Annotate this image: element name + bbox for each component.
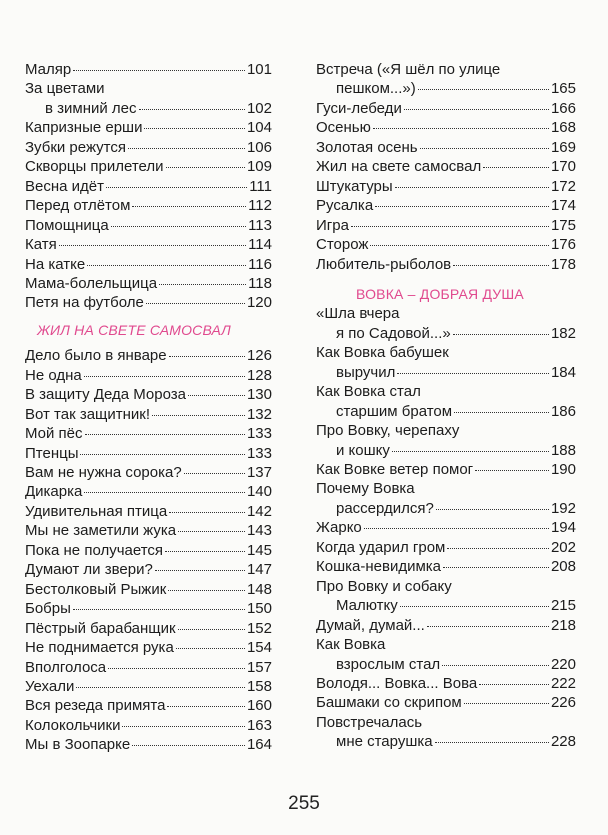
entry-page-number: 190 bbox=[550, 461, 576, 478]
dot-leader bbox=[132, 745, 245, 746]
toc-entry bbox=[316, 235, 576, 254]
entry-title: Пёстрый барабанщик bbox=[25, 619, 176, 637]
dot-leader bbox=[483, 167, 549, 168]
entry-title-line: Про Вовку, черепаху bbox=[316, 422, 460, 440]
entry-title: Капризные ерши bbox=[25, 119, 143, 137]
toc-entry bbox=[316, 99, 576, 118]
entry-page-number: 145 bbox=[246, 541, 272, 559]
entry-page-number: 101 bbox=[246, 61, 272, 78]
dot-leader bbox=[435, 742, 549, 743]
dot-leader bbox=[392, 451, 549, 452]
toc-entry bbox=[316, 363, 576, 382]
toc-entry bbox=[25, 118, 272, 137]
entry-title: и кошку bbox=[336, 441, 390, 459]
entry-page-number: 140 bbox=[246, 483, 272, 501]
entry-page-number: 118 bbox=[248, 274, 272, 292]
entry-page-number: 111 bbox=[249, 177, 272, 195]
entry-page-number: 148 bbox=[246, 580, 272, 598]
dot-leader bbox=[395, 187, 549, 188]
dot-leader bbox=[364, 528, 549, 529]
toc-entry bbox=[25, 716, 272, 735]
entry-title: Мама-болельщица bbox=[25, 274, 158, 292]
entry-page-number: 106 bbox=[246, 138, 272, 156]
entry-page-number: 114 bbox=[248, 236, 272, 254]
dot-leader bbox=[85, 434, 245, 435]
entry-page-number: 222 bbox=[550, 674, 576, 692]
entry-title: Птенцы bbox=[25, 444, 79, 462]
entry-title-line: Про Вовку и собаку bbox=[316, 577, 452, 595]
toc-entry bbox=[316, 732, 576, 751]
entry-title: Колокольчики bbox=[25, 716, 121, 734]
toc-entry bbox=[25, 99, 272, 118]
entry-page-number: 104 bbox=[246, 119, 272, 137]
dot-leader bbox=[73, 70, 245, 71]
entry-title: Помощница bbox=[25, 216, 109, 234]
toc-entry bbox=[316, 499, 576, 518]
dot-leader bbox=[87, 265, 246, 266]
entry-page-number: 157 bbox=[246, 658, 272, 676]
dot-leader bbox=[420, 148, 549, 149]
toc-entry bbox=[25, 580, 272, 599]
toc-entry bbox=[316, 616, 576, 635]
dot-leader bbox=[169, 512, 245, 513]
entry-title: Осенью bbox=[316, 119, 371, 137]
dot-leader bbox=[418, 89, 549, 90]
entry-title: Мой пёс bbox=[25, 425, 83, 443]
dot-leader bbox=[188, 395, 245, 396]
entry-title: Игра bbox=[316, 216, 349, 234]
entry-title: Дикарка bbox=[25, 483, 83, 501]
toc-entry bbox=[25, 177, 272, 196]
dot-leader bbox=[427, 626, 549, 627]
entry-page-number: 192 bbox=[550, 499, 576, 517]
entry-title: Золотая осень bbox=[316, 138, 418, 156]
toc-entry bbox=[25, 541, 272, 560]
dot-leader bbox=[84, 376, 245, 377]
entry-title: Сторож bbox=[316, 236, 369, 254]
entry-title: Штукатуры bbox=[316, 177, 393, 195]
dot-leader bbox=[146, 303, 245, 304]
toc-entry bbox=[25, 405, 272, 424]
toc-entry bbox=[316, 655, 576, 674]
entry-page-number: 102 bbox=[246, 99, 272, 117]
entry-page-number: 152 bbox=[246, 619, 272, 637]
toc-entry bbox=[316, 674, 576, 693]
section-heading: ВОВКА – ДОБРАЯ ДУША bbox=[356, 285, 524, 302]
dot-leader bbox=[122, 726, 245, 727]
entry-page-number: 116 bbox=[248, 255, 272, 273]
dot-leader bbox=[447, 548, 549, 549]
entry-title: Удивительная птица bbox=[25, 502, 168, 520]
dot-leader bbox=[59, 245, 246, 246]
entry-page-number: 186 bbox=[550, 402, 576, 420]
dot-leader bbox=[375, 206, 549, 207]
toc-entry bbox=[25, 60, 272, 79]
entry-title: Малютку bbox=[336, 597, 398, 615]
entry-page-number: 208 bbox=[550, 558, 576, 576]
entry-page-number: 172 bbox=[550, 177, 576, 195]
entry-title: Вполголоса bbox=[25, 658, 107, 676]
entry-title: Володя... Вовка... Вова bbox=[316, 674, 478, 692]
dot-leader bbox=[184, 473, 245, 474]
toc-entry bbox=[25, 385, 272, 404]
entry-page-number: 130 bbox=[246, 386, 272, 404]
entry-page-number: 166 bbox=[550, 99, 576, 117]
toc-entry bbox=[25, 560, 272, 579]
entry-page-number: 133 bbox=[246, 444, 272, 462]
entry-page-number: 142 bbox=[246, 502, 272, 520]
entry-title: Русалка bbox=[316, 197, 374, 215]
entry-title: Мы не заметили жука bbox=[25, 522, 177, 540]
entry-page-number: 165 bbox=[550, 80, 576, 98]
dot-leader bbox=[111, 226, 246, 227]
entry-title: Дело было в январе bbox=[25, 347, 167, 365]
toc-entry bbox=[316, 693, 576, 712]
entry-title: в зимний лес bbox=[45, 99, 137, 117]
entry-title: пешком...») bbox=[336, 80, 416, 98]
toc-entry bbox=[316, 255, 576, 274]
entry-page-number: 194 bbox=[550, 519, 576, 537]
entry-page-number: 109 bbox=[246, 158, 272, 176]
toc-entry bbox=[25, 444, 272, 463]
toc-entry bbox=[25, 677, 272, 696]
dot-leader bbox=[400, 606, 549, 607]
section-heading: ЖИЛ НА СВЕТЕ САМОСВАЛ bbox=[37, 321, 231, 338]
dot-leader bbox=[152, 415, 245, 416]
entry-title: взрослым стал bbox=[336, 655, 441, 673]
entry-title: старшим братом bbox=[336, 402, 453, 420]
entry-page-number: 228 bbox=[550, 733, 576, 751]
dot-leader bbox=[165, 551, 245, 552]
entry-title: Не поднимается рука bbox=[25, 639, 174, 657]
entry-title: Мы в Зоопарке bbox=[25, 736, 131, 754]
dot-leader bbox=[84, 492, 245, 493]
entry-page-number: 182 bbox=[550, 324, 576, 342]
dot-leader bbox=[166, 167, 245, 168]
entry-page-number: 132 bbox=[246, 405, 272, 423]
entry-title: Не одна bbox=[25, 366, 82, 384]
dot-leader bbox=[108, 668, 245, 669]
dot-leader bbox=[73, 609, 245, 610]
dot-leader bbox=[76, 687, 245, 688]
entry-page-number: 120 bbox=[246, 294, 272, 312]
entry-page-number: 220 bbox=[550, 655, 576, 673]
entry-title-line: Как Вовка стал bbox=[316, 383, 421, 401]
entry-title: Любитель-рыболов bbox=[316, 255, 452, 273]
toc-entry bbox=[316, 216, 576, 235]
entry-title: я по Садовой...» bbox=[336, 324, 451, 342]
dot-leader bbox=[373, 128, 549, 129]
toc-entry bbox=[316, 557, 576, 576]
dot-leader bbox=[167, 706, 245, 707]
dot-leader bbox=[128, 148, 245, 149]
toc-entry bbox=[25, 521, 272, 540]
entry-title: Башмаки со скрипом bbox=[316, 694, 462, 712]
dot-leader bbox=[453, 265, 549, 266]
entry-page-number: 164 bbox=[246, 736, 272, 754]
toc-entry bbox=[316, 596, 576, 615]
entry-title: Бестолковый Рыжик bbox=[25, 580, 167, 598]
toc-entry bbox=[316, 538, 576, 557]
dot-leader bbox=[178, 629, 245, 630]
entry-title: мне старушка bbox=[336, 733, 433, 751]
dot-leader bbox=[404, 109, 549, 110]
entry-title-line: Как Вовка bbox=[316, 636, 386, 654]
entry-title: Вам не нужна сорока? bbox=[25, 464, 182, 481]
toc-entry bbox=[25, 482, 272, 501]
toc-entry bbox=[25, 463, 272, 482]
entry-page-number: 176 bbox=[550, 236, 576, 254]
dot-leader bbox=[436, 509, 549, 510]
toc-entry bbox=[25, 599, 272, 618]
entry-page-number: 163 bbox=[246, 716, 272, 734]
dot-leader bbox=[132, 206, 246, 207]
entry-page-number: 202 bbox=[550, 538, 576, 556]
entry-page-number: 178 bbox=[550, 255, 576, 273]
entry-title: Когда ударил гром bbox=[316, 538, 446, 556]
entry-page-number: 126 bbox=[246, 347, 272, 365]
entry-title: Уехали bbox=[25, 677, 75, 695]
entry-page-number: 169 bbox=[550, 138, 576, 156]
toc-entry bbox=[316, 138, 576, 157]
entry-page-number: 147 bbox=[246, 561, 272, 579]
entry-title: Жарко bbox=[316, 519, 362, 537]
entry-title-line: Повстречалась bbox=[316, 713, 423, 731]
entry-page-number: 150 bbox=[246, 600, 272, 618]
entry-title-line: За цветами bbox=[25, 80, 105, 98]
entry-page-number: 174 bbox=[550, 197, 576, 215]
dot-leader bbox=[155, 570, 245, 571]
dot-leader bbox=[475, 470, 549, 471]
entry-title: Скворцы прилетели bbox=[25, 158, 164, 176]
toc-entry bbox=[316, 118, 576, 137]
entry-title: рассердился? bbox=[336, 499, 434, 517]
entry-page-number: 218 bbox=[550, 616, 576, 634]
entry-page-number: 154 bbox=[246, 639, 272, 657]
toc-entry bbox=[316, 177, 576, 196]
toc-entry bbox=[25, 293, 272, 312]
entry-page-number: 143 bbox=[246, 522, 272, 540]
toc-entry bbox=[25, 196, 272, 215]
toc-entry bbox=[25, 366, 272, 385]
entry-title: Вот так защитник! bbox=[25, 405, 151, 423]
toc-entry bbox=[316, 324, 576, 343]
entry-title-line: Почему Вовка bbox=[316, 480, 415, 498]
dot-leader bbox=[106, 187, 247, 188]
entry-page-number: 188 bbox=[550, 441, 576, 459]
entry-page-number: 137 bbox=[246, 464, 272, 481]
toc-entry bbox=[25, 274, 272, 293]
toc-entry bbox=[25, 216, 272, 235]
entry-page-number: 175 bbox=[550, 216, 576, 234]
dot-leader bbox=[159, 284, 246, 285]
entry-title: Гуси-лебеди bbox=[316, 99, 402, 117]
entry-page-number: 168 bbox=[550, 119, 576, 137]
dot-leader bbox=[80, 454, 244, 455]
entry-page-number: 226 bbox=[550, 694, 576, 712]
toc-entry bbox=[25, 157, 272, 176]
dot-leader bbox=[169, 356, 245, 357]
toc-entry bbox=[316, 196, 576, 215]
toc-entry bbox=[25, 424, 272, 443]
toc-entry bbox=[25, 138, 272, 157]
entry-page-number: 215 bbox=[550, 597, 576, 615]
toc-entry bbox=[25, 235, 272, 254]
dot-leader bbox=[397, 373, 549, 374]
toc-entry bbox=[25, 619, 272, 638]
entry-title: Вся резеда примята bbox=[25, 697, 166, 715]
toc-entry bbox=[25, 346, 272, 365]
dot-leader bbox=[454, 412, 549, 413]
entry-title-line: Как Вовка бабушек bbox=[316, 344, 449, 362]
toc-entry bbox=[25, 638, 272, 657]
entry-title: Маляр bbox=[25, 61, 72, 78]
entry-page-number: 184 bbox=[550, 363, 576, 381]
entry-title: Весна идёт bbox=[25, 177, 104, 195]
dot-leader bbox=[178, 531, 245, 532]
entry-title: Петя на футболе bbox=[25, 294, 144, 312]
dot-leader bbox=[351, 226, 549, 227]
toc-entry bbox=[316, 402, 576, 421]
entry-title: Зубки режутся bbox=[25, 138, 126, 156]
entry-page-number: 160 bbox=[246, 697, 272, 715]
entry-page-number: 133 bbox=[246, 425, 272, 443]
toc-entry bbox=[25, 696, 272, 715]
dot-leader bbox=[139, 109, 245, 110]
entry-page-number: 158 bbox=[246, 677, 272, 695]
dot-leader bbox=[370, 245, 549, 246]
entry-title: На катке bbox=[25, 255, 86, 273]
toc-entry bbox=[316, 460, 576, 479]
toc-entry bbox=[25, 735, 272, 754]
entry-page-number: 128 bbox=[246, 366, 272, 384]
entry-title: Думай, думай... bbox=[316, 616, 425, 634]
toc-entry bbox=[316, 518, 576, 537]
entry-title: выручил bbox=[336, 363, 396, 381]
toc-entry bbox=[25, 502, 272, 521]
dot-leader bbox=[168, 590, 245, 591]
entry-title: Перед отлётом bbox=[25, 197, 131, 215]
entry-title: Катя bbox=[25, 236, 57, 254]
dot-leader bbox=[453, 334, 549, 335]
dot-leader bbox=[464, 703, 549, 704]
toc-entry bbox=[25, 658, 272, 677]
entry-title: Думают ли звери? bbox=[25, 561, 153, 579]
dot-leader bbox=[442, 665, 549, 666]
entry-title: Бобры bbox=[25, 600, 71, 618]
dot-leader bbox=[176, 648, 245, 649]
dot-leader bbox=[443, 567, 549, 568]
toc-entry bbox=[316, 157, 576, 176]
entry-title: Пока не получается bbox=[25, 541, 164, 559]
entry-title: Жил на свете самосвал bbox=[316, 158, 482, 176]
dot-leader bbox=[479, 684, 549, 685]
toc-entry bbox=[25, 255, 272, 274]
entry-page-number: 170 bbox=[550, 158, 576, 176]
dot-leader bbox=[144, 128, 244, 129]
entry-page-number: 113 bbox=[248, 216, 272, 234]
entry-page-number: 112 bbox=[248, 197, 272, 215]
toc-entry bbox=[316, 441, 576, 460]
toc-entry bbox=[316, 79, 576, 98]
entry-title: Как Вовке ветер помог bbox=[316, 461, 474, 478]
entry-title-line: «Шла вчера bbox=[316, 305, 400, 323]
entry-title: В защиту Деда Мороза bbox=[25, 386, 186, 404]
page-number: 255 bbox=[288, 793, 320, 814]
entry-title-line: Встреча («Я шёл по улице bbox=[316, 61, 501, 78]
entry-title: Кошка-невидимка bbox=[316, 558, 441, 576]
